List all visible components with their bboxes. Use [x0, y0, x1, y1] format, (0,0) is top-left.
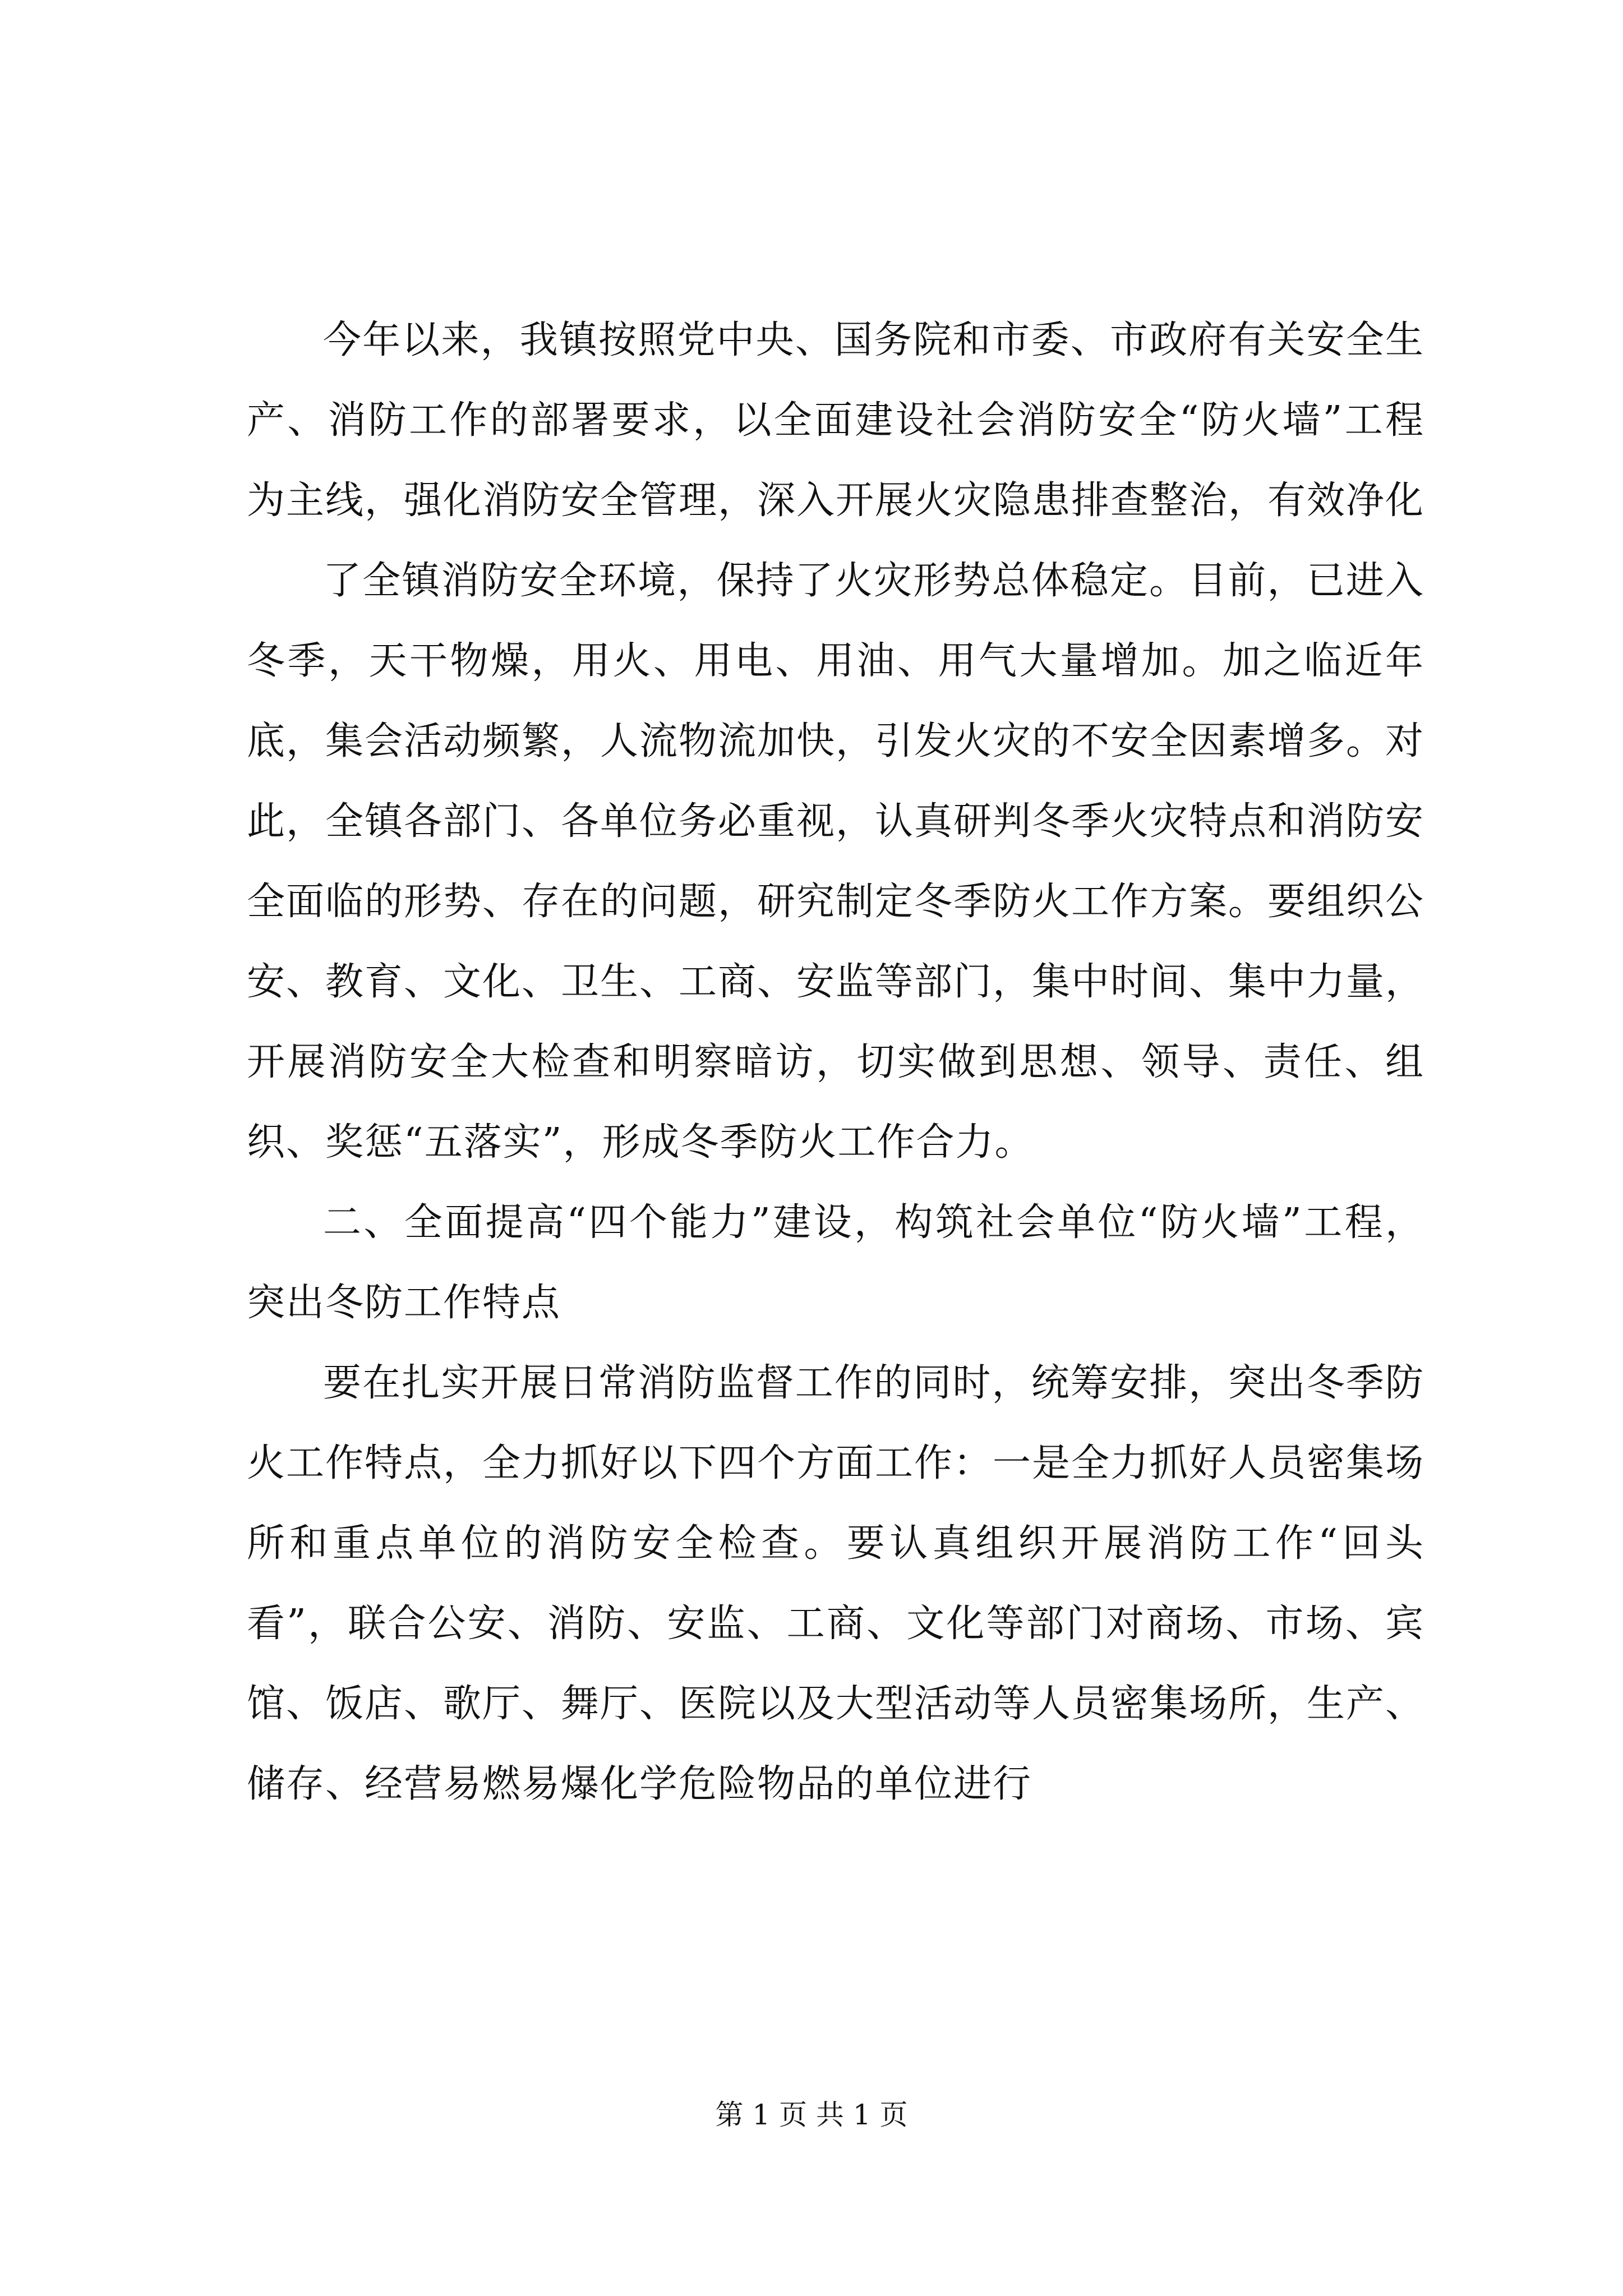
paragraph-3: 要在扎实开展日常消防监督工作的同时，统筹安排，突出冬季防火工作特点，全力抓好以下四个方面工作：一是全力抓好人员密集场所和重点单位的消防安全检查。要认真组织开展消防工作“回头看”，联合公安、消防、安监、工商、文化等部门对商场、市场、宾馆、饭店、歌厅、舞厅、医院以及大型活动等人员密集场所，生产、储存、经营易燃易爆化学危险物品的单位进行: [247, 1361, 1425, 1806]
document-body: [247, 300, 1424, 1824]
section-heading-2: 二、全面提高“四个能力”建设，构筑社会单位“防火墙”工程，突出冬防工作特点: [247, 1200, 1424, 1325]
paragraph-1: 今年以来，我镇按照党中央、国务院和市委、市政府有关安全生产、消防工作的部署要求，以全面建设社会消防安全“防火墙”工程为主线，强化消防安全管理，深入开展火灾隐患排查整治，有效净化: [247, 318, 1425, 523]
page-footer: 第 1 页 共 1 页: [715, 2099, 908, 2131]
paragraph-2: 了全镇消防安全环境，保持了火灾形势总体稳定。目前，已进入冬季，天干物燥，用火、用电、用油、用气大量增加。加之临近年底，集会活动频繁，人流物流加快，引发火灾的不安全因素增多。对此，全镇各部门、各单位务必重视，认真研判冬季火灾特点和消防安全面临的形势、存在的问题，研究制定冬季防火工作方案。要组织公安、教育、文化、卫生、工商、安监等部门，集中时间、集中力量，开展消防安全大检查和明察暗访，切实做到思想、领导、责任、组织、奖惩“五落实”，形成冬季防火工作合力。: [247, 559, 1425, 1165]
